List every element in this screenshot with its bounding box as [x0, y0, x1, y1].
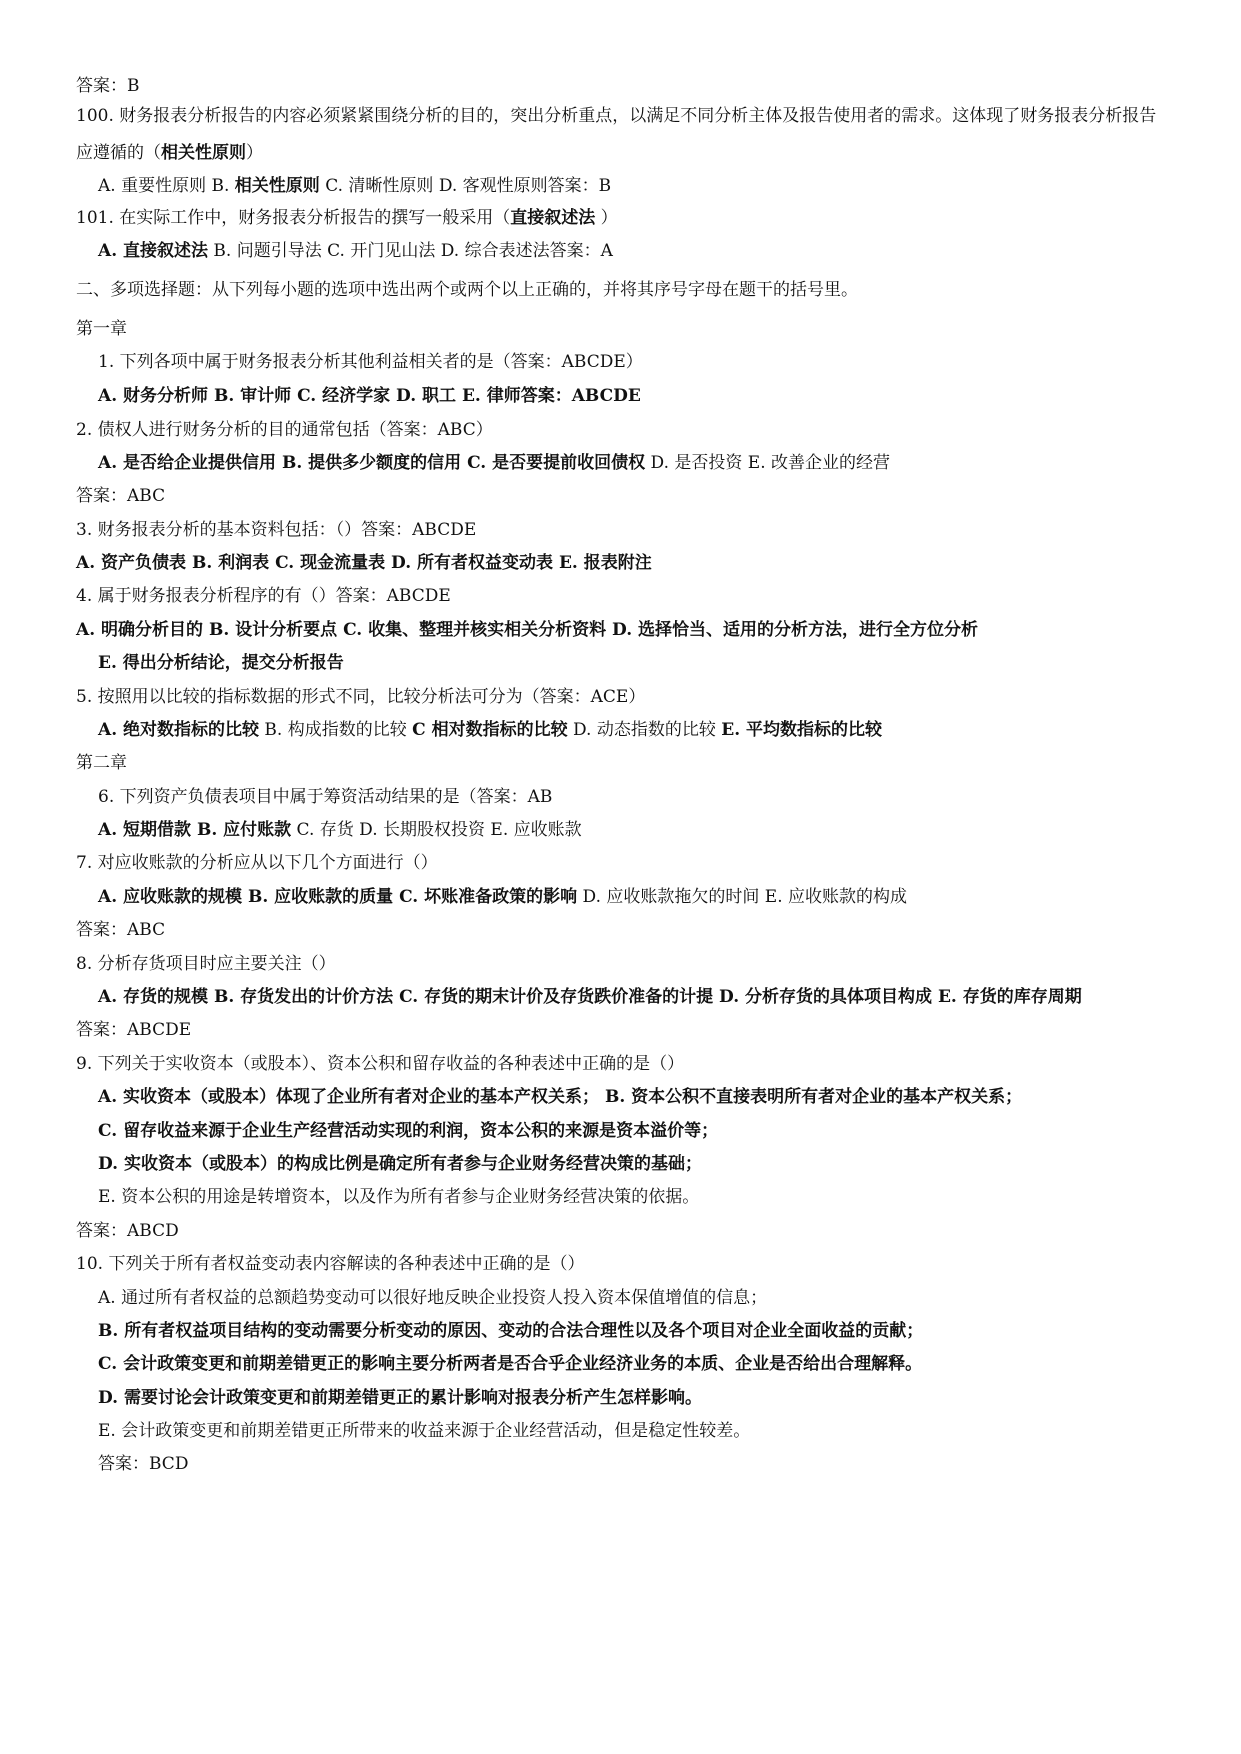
options-101: A. 直接叙述法 B. 问题引导法 C. 开门见山法 D. 综合表述法答案：A	[98, 241, 613, 261]
option-9-e: E. 资本公积的用途是转增资本，以及作为所有者参与企业财务经营决策的依据。	[98, 1187, 700, 1207]
options-5: A. 绝对数指标的比较 B. 构成指数的比较 C 相对数指标的比较 D. 动态指数的比较 E. 平均数指标的比较	[98, 720, 883, 740]
question-2: 2. 债权人进行财务分析的目的通常包括（答案：ABC）	[76, 420, 493, 440]
options-1: A. 财务分析师 B. 审计师 C. 经济学家 D. 职工 E. 律师答案：ABCDE	[98, 386, 641, 406]
options-100: A. 重要性原则 B. 相关性原则 C. 清晰性原则 D. 客观性原则答案：B	[98, 176, 612, 196]
options-4: A. 明确分析目的 B. 设计分析要点 C. 收集、整理并核实相关分析资料 D. 选择恰当、适用的分析方法，进行全方位分析	[76, 620, 979, 640]
question-8: 8. 分析存货项目时应主要关注（）	[76, 954, 336, 974]
answer-line: 答案：ABCD	[76, 1221, 179, 1241]
options-4-cont: E. 得出分析结论，提交分析报告	[98, 653, 344, 673]
question-7: 7. 对应收账款的分析应从以下几个方面进行（）	[76, 853, 438, 873]
question-6: 6. 下列资产负债表项目中属于筹资活动结果的是（答案：AB	[98, 787, 553, 807]
question-9: 9. 下列关于实收资本（或股本）、资本公积和留存收益的各种表述中正确的是（）	[76, 1054, 685, 1074]
question-5: 5. 按照用以比较的指标数据的形式不同，比较分析法可分为（答案：ACE）	[76, 687, 646, 707]
option-10-c: C. 会计政策变更和前期差错更正的影响主要分析两者是否合乎企业经济业务的本质、企业是否给出合理解释。	[98, 1354, 923, 1374]
chapter-heading: 第一章	[76, 319, 127, 339]
question-1: 1. 下列各项中属于财务报表分析其他利益相关者的是（答案：ABCDE）	[98, 352, 643, 372]
answer-line: 答案：ABC	[76, 486, 166, 506]
answer-line: 答案：ABCDE	[76, 1020, 192, 1040]
question-4: 4. 属于财务报表分析程序的有（）答案：ABCDE	[76, 586, 451, 606]
question-3: 3. 财务报表分析的基本资料包括：（）答案：ABCDE	[76, 520, 477, 540]
options-2: A. 是否给企业提供信用 B. 提供多少额度的信用 C. 是否要提前收回债权 D. 是否投资 E. 改善企业的经营	[98, 453, 890, 473]
options-8: A. 存货的规模 B. 存货发出的计价方法 C. 存货的期末计价及存货跌价准备的计提 D. 分析存货的具体项目构成 E. 存货的库存周期	[98, 987, 1082, 1007]
answer-line: 答案：B	[76, 76, 140, 96]
question-100: 100. 财务报表分析报告的内容必须紧紧围绕分析的目的，突出分析重点，以满足不同分析主体及报告使用者的需求。这体现了财务报表分析报告应遵循的（相关性原则）	[76, 106, 1157, 163]
answer-line: 答案：ABC	[76, 920, 166, 940]
answer-line: 答案：BCD	[98, 1454, 189, 1474]
options-3: A. 资产负债表 B. 利润表 C. 现金流量表 D. 所有者权益变动表 E. 报表附注	[76, 553, 652, 573]
option-10-d: D. 需要讨论会计政策变更和前期差错更正的累计影响对报表分析产生怎样影响。	[98, 1388, 702, 1408]
option-10-a: A. 通过所有者权益的总额趋势变动可以很好地反映企业投资人投入资本保值增值的信息；	[98, 1288, 768, 1308]
option-9-d: D. 实收资本（或股本）的构成比例是确定所有者参与企业财务经营决策的基础；	[98, 1154, 702, 1174]
options-7: A. 应收账款的规模 B. 应收账款的质量 C. 坏账准备政策的影响 D. 应收账款拖欠的时间 E. 应收账款的构成	[98, 887, 907, 907]
options-6: A. 短期借款 B. 应付账款 C. 存货 D. 长期股权投资 E. 应收账款	[98, 820, 582, 840]
option-9-c: C. 留存收益来源于企业生产经营活动实现的利润，资本公积的来源是资本溢价等；	[98, 1121, 719, 1141]
option-10-b: B. 所有者权益项目结构的变动需要分析变动的原因、变动的合法合理性以及各个项目对企业全面收益的贡献；	[98, 1321, 924, 1341]
option-9-ab: A. 实收资本（或股本）体现了企业所有者对企业的基本产权关系； B. 资本公积不直接表明所有者对企业的基本产权关系；	[98, 1087, 1023, 1107]
option-10-e: E. 会计政策变更和前期差错更正所带来的收益来源于企业经营活动，但是稳定性较差。	[98, 1421, 751, 1441]
section-heading: 二、多项选择题：从下列每小题的选项中选出两个或两个以上正确的，并将其序号字母在题干的括号里。	[76, 280, 858, 300]
question-101: 101. 在实际工作中，财务报表分析报告的撰写一般采用（直接叙述法 ）	[76, 208, 618, 228]
chapter-heading: 第二章	[76, 753, 127, 773]
question-10: 10. 下列关于所有者权益变动表内容解读的各种表述中正确的是（）	[76, 1254, 585, 1274]
